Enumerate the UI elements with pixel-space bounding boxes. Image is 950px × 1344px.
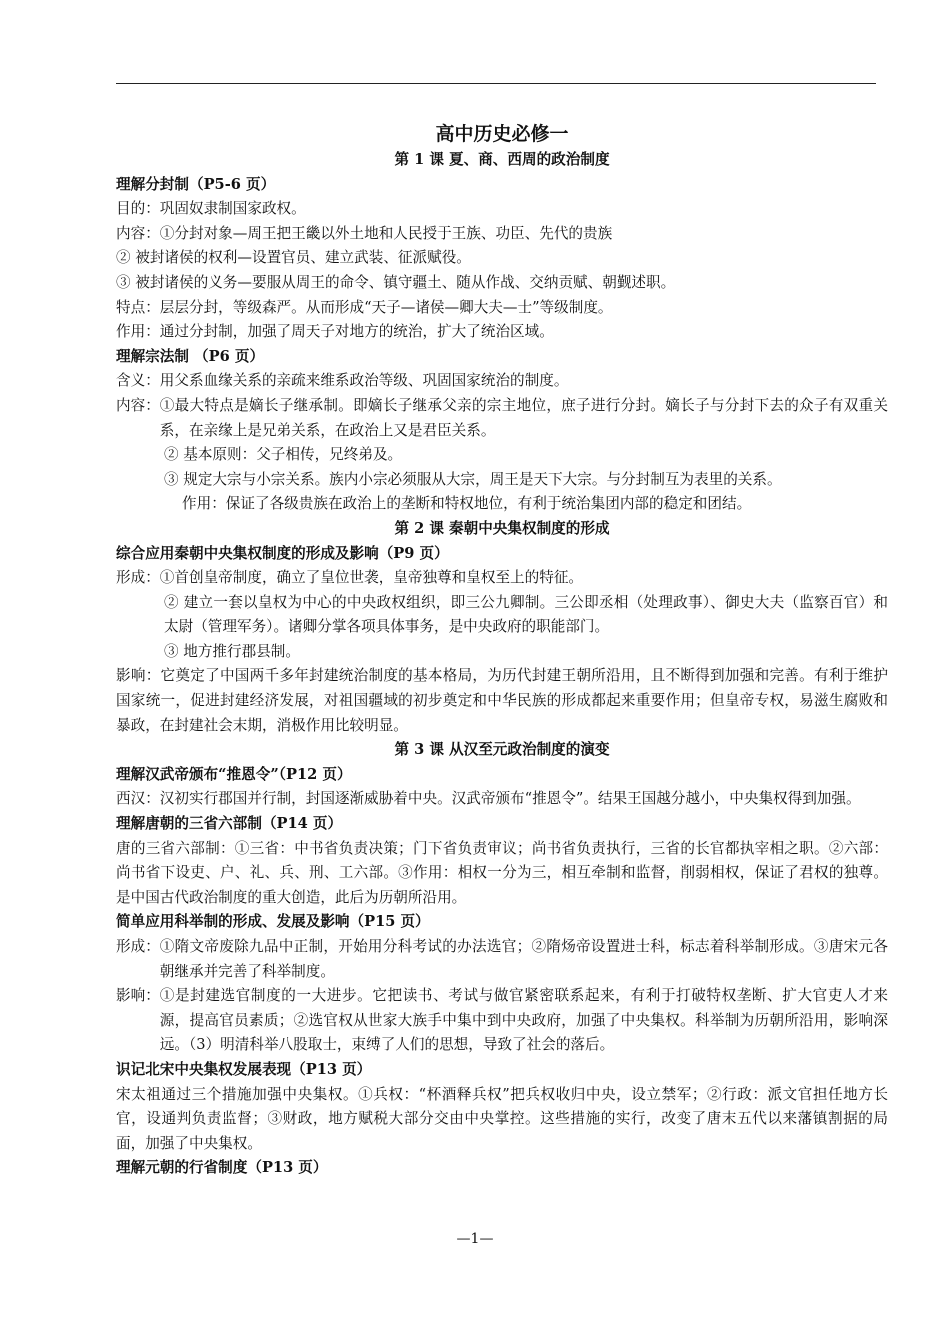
beisong-text: 宋太祖通过三个措施加强中央集权。①兵权：“杯酒释兵权”把兵权收归中央，设立禁军；②行政：派文官担任地方长官，设通判负责监督；③财政，地方赋税大部分交由中央掌控。这些措施的实行，改变了唐末五代以来藩镇割据的局面，加强了中央集权。 <box>116 1085 888 1152</box>
keju-influence: ①是封建选官制度的一大进步。它把读书、考试与做官紧密联系起来，有利于打破特权垄断、扩大官吏人才来源，提高官员素质；②选官权从世家大族手中集中到中央政府，加强了中央集权。科举制为历朝所沿用，影响深远。（3）明清科举八股取士，束缚了人们的思想，导致了社会的落后。 <box>159 987 888 1054</box>
qin-form-3: ③ 地方推行郡县制。 <box>164 642 300 660</box>
lesson-1-heading: 第 1 课 夏、商、西周的政治制度 <box>394 151 610 168</box>
fengjian-effect: 作用：通过分封制，加强了周天子对地方的统治，扩大了统治区域。 <box>116 323 554 341</box>
keju-heading: 简单应用科举制的形成、发展及影响（P15 页） <box>116 913 430 931</box>
zongfa-meaning: 含义：用父系血缘关系的亲疏来维系政治等级、巩固国家统治的制度。 <box>116 372 569 390</box>
fengjian-feature: 特点：层层分封，等级森严。从而形成“天子—诸侯—卿大夫—士”等级制度。 <box>116 298 613 316</box>
sansheng-heading: 理解唐朝的三省六部制（P14 页） <box>116 815 343 833</box>
yuan-heading: 理解元朝的行省制度（P13 页） <box>116 1159 328 1177</box>
qin-form-2: ② 建立一套以皇权为中心的中央政权组织，即三公九卿制。三公即丞相（处理政事）、御史大夫（监察百官）和太尉（管理军务）。诸卿分掌各项具体事务，是中央政府的职能部门。 <box>164 593 888 636</box>
zongfa-content <box>116 394 888 443</box>
qin-form-row <box>116 566 888 591</box>
zongfa-content-2-row <box>116 443 888 468</box>
page-number: —1— <box>456 1231 494 1247</box>
zongfa-content-2: ② 基本原则：父子相传，兄终弟及。 <box>164 446 403 464</box>
fengjian-heading: 理解分封制（P5-6 页） <box>116 175 276 193</box>
qin-influence: 影响：它奠定了中国两千多年封建统治制度的基本格局，为历代封建王朝所沿用，且不断得到加强和完善。有利于维护国家统一，促进封建经济发展，对祖国疆域的初步奠定和中华民族的形成都起来重要作用；但皇帝专权，易滋生腐败和暴政，在封建社会末期，消极作用比较明显。 <box>116 667 888 734</box>
fengjian-content-3: ③ 被封诸侯的义务—要服从周王的命令、镇守疆土、随从作战、交纳贡赋、朝觐述职。 <box>116 273 676 291</box>
tuien-heading: 理解汉武帝颁布“推恩令”（P12 页） <box>116 765 352 783</box>
zongfa-content-3-row <box>116 468 888 493</box>
fengjian-aim: 目的：巩固奴隶制国家政权。 <box>116 200 306 218</box>
zongfa-heading: 理解宗法制 （P6 页） <box>116 347 265 365</box>
keju-form: ①隋文帝废除九品中正制，开始用分科考试的办法选官；②隋炀帝设置进士科，标志着科举制形成。③唐宋元各朝继承并完善了科举制度。 <box>159 938 888 980</box>
sansheng-text: 唐的三省六部制：①三省：中书省负责决策；门下省负责审议；尚书省负责执行，三省的长官都执宰相之职。②六部：尚书省下设吏、户、礼、兵、刑、工六部。③作用：相权一分为三，相互牵制和监督，削弱相权，保证了君权的独尊。是中国古代政治制度的重大创造，此后为历朝所沿用。 <box>116 839 888 906</box>
beisong-heading: 识记北宋中央集权发展表现（P13 页） <box>116 1060 372 1078</box>
header-rule <box>116 83 876 84</box>
keju-form-row <box>116 935 888 984</box>
zongfa-content-3: ③ 规定大宗与小宗关系。族内小宗必须服从大宗，周王是天下大宗。与分封制互为表里的关系。 <box>164 470 782 488</box>
fengjian-content-2: ② 被封诸侯的权利—设置官员、建立武装、征派赋役。 <box>116 249 471 267</box>
zongfa-content-label: 内容： <box>116 396 160 414</box>
qin-form-label: 形成： <box>116 569 160 587</box>
keju-influence-row <box>116 984 888 1058</box>
lesson-3-heading: 第 3 课 从汉至元政治制度的演变 <box>394 741 610 759</box>
tuien-text: 西汉：汉初实行郡国并行制，封国逐渐威胁着中央。汉武帝颁布“推恩令”。结果王国越分越小，中央集权得到加强。 <box>116 790 861 808</box>
document-title: 高中历史必修一 <box>435 123 569 145</box>
keju-form-label: 形成： <box>116 938 160 955</box>
keju-influence-label: 影响： <box>116 987 160 1005</box>
fengjian-content-1: 内容：①分封对象—周王把王畿以外土地和人民授于王族、功臣、先代的贵族 <box>116 224 613 242</box>
zongfa-effect: 作用：保证了各级贵族在政治上的垄断和特权地位，有利于统治集团内部的稳定和团结。 <box>182 495 752 513</box>
qin-heading: 综合应用秦朝中央集权制度的形成及影响（P9 页） <box>116 544 449 562</box>
lesson-2-heading: 第 2 课 秦朝中央集权制度的形成 <box>394 519 610 537</box>
qin-form-1: ①首创皇帝制度，确立了皇位世袭，皇帝独尊和皇权至上的特征。 <box>159 569 584 587</box>
document-body <box>116 120 888 1181</box>
zongfa-content-1: ①最大特点是嫡长子继承制。即嫡长子继承父亲的宗主地位，庶子进行分封。嫡长子与分封下去的众子有双重关系，在亲缘上是兄弟关系，在政治上又是君臣关系。 <box>159 396 888 439</box>
qin-form-2-row <box>116 591 888 640</box>
qin-form-3-row <box>116 640 888 665</box>
